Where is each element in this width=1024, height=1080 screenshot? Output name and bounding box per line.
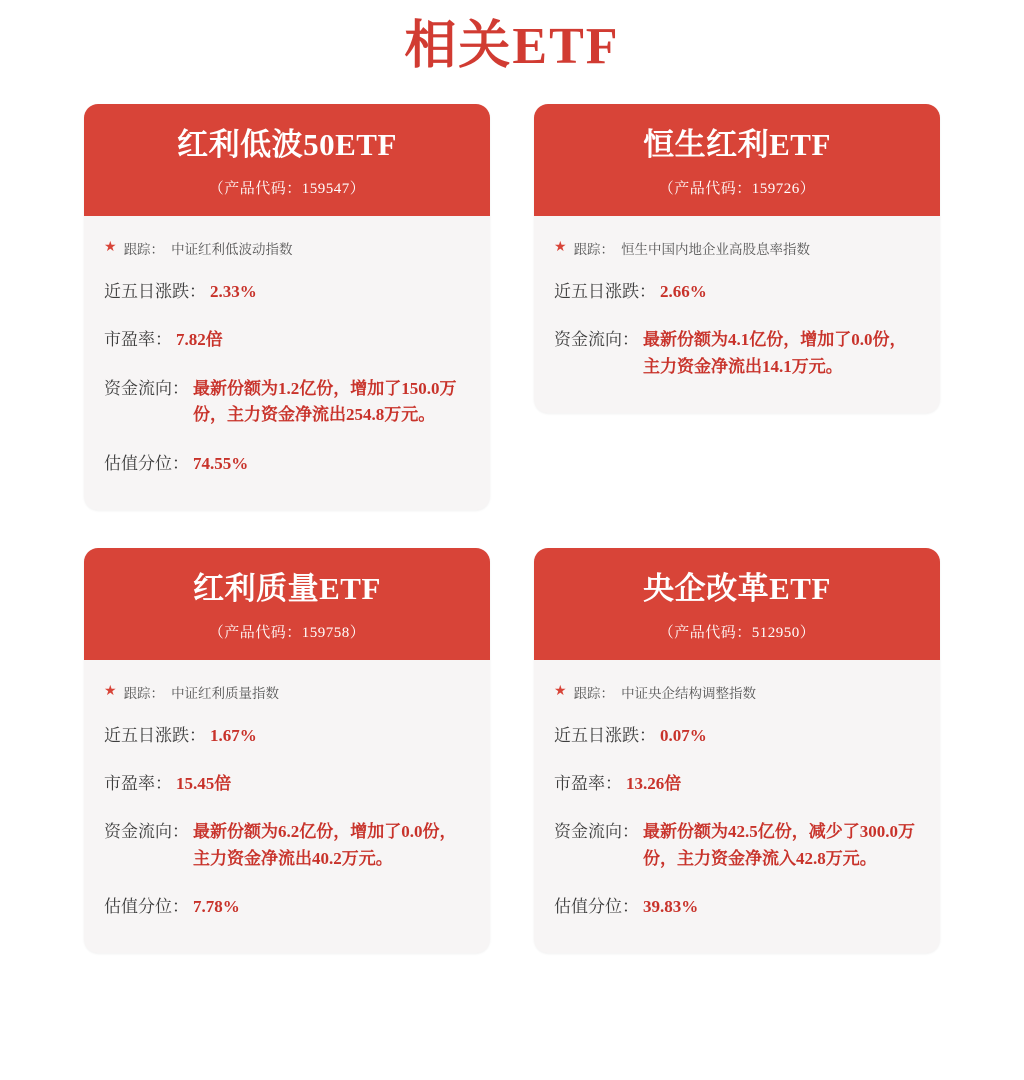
metric-value: 74.55% bbox=[193, 453, 249, 473]
etf-code: （产品代码：512950） bbox=[658, 624, 816, 641]
metric-value: 0.07% bbox=[660, 725, 707, 745]
metric-value: 15.45倍 bbox=[176, 773, 232, 793]
track-label: 跟踪： bbox=[573, 242, 615, 258]
metric-label: 近五日涨跌： bbox=[104, 282, 206, 302]
etf-card[interactable] bbox=[534, 548, 940, 953]
metric-five-day bbox=[104, 268, 470, 316]
metric-value: 最新份额为1.2亿份，增加了150.0万份，主力资金净流出254.8万元。 bbox=[193, 378, 457, 425]
metric-value: 1.67% bbox=[210, 725, 257, 745]
metric-valuation bbox=[554, 883, 920, 931]
etf-card-header bbox=[84, 548, 490, 660]
metric-label: 市盈率： bbox=[104, 330, 172, 350]
etf-card[interactable] bbox=[84, 548, 490, 953]
metric-label: 市盈率： bbox=[554, 773, 622, 793]
etf-code: （产品代码：159726） bbox=[658, 181, 816, 198]
star-icon: ★ bbox=[104, 240, 117, 256]
star-icon: ★ bbox=[554, 240, 567, 256]
track-label: 跟踪： bbox=[123, 685, 165, 701]
etf-name: 红利低波50ETF bbox=[177, 127, 397, 163]
metric-label: 估值分位： bbox=[104, 453, 189, 473]
etf-card-grid bbox=[84, 104, 940, 953]
etf-card-body bbox=[84, 216, 490, 510]
track-label: 跟踪： bbox=[123, 242, 165, 258]
metric-value: 2.33% bbox=[210, 282, 257, 302]
metric-label: 资金流向： bbox=[104, 822, 189, 842]
metric-label: 近五日涨跌： bbox=[104, 725, 206, 745]
metric-valuation bbox=[104, 883, 470, 931]
page-title: 相关ETF bbox=[404, 18, 620, 75]
track-value: 中证红利低波动指数 bbox=[171, 242, 293, 258]
metric-value: 最新份额为4.1亿份，增加了0.0份，主力资金净流出14.1万元。 bbox=[643, 330, 907, 376]
metric-value: 最新份额为42.5亿份，减少了300.0万份，主力资金净流入42.8万元。 bbox=[643, 822, 915, 868]
star-icon: ★ bbox=[554, 683, 567, 699]
etf-card-body bbox=[534, 660, 940, 954]
metric-label: 资金流向： bbox=[554, 822, 639, 842]
etf-track-row bbox=[554, 232, 920, 268]
metric-pe bbox=[554, 760, 920, 808]
etf-track-row bbox=[104, 676, 470, 712]
metric-label: 估值分位： bbox=[104, 896, 189, 916]
metric-five-day bbox=[554, 712, 920, 760]
etf-card-body bbox=[84, 660, 490, 954]
metric-value: 2.66% bbox=[660, 282, 707, 302]
etf-name: 红利质量ETF bbox=[193, 570, 381, 606]
etf-code: （产品代码：159758） bbox=[208, 624, 366, 641]
metric-flow bbox=[554, 316, 920, 391]
track-value: 中证红利质量指数 bbox=[171, 685, 280, 701]
etf-card-header bbox=[84, 104, 490, 216]
etf-card-body bbox=[534, 216, 940, 413]
metric-flow bbox=[554, 808, 920, 883]
metric-value: 39.83% bbox=[643, 896, 699, 916]
metric-value: 7.78% bbox=[193, 896, 240, 916]
metric-label: 近五日涨跌： bbox=[554, 725, 656, 745]
etf-track-row bbox=[104, 232, 470, 268]
metric-flow bbox=[104, 365, 470, 440]
etf-code: （产品代码：159547） bbox=[208, 181, 366, 198]
metric-value: 13.26倍 bbox=[626, 773, 682, 793]
metric-flow bbox=[104, 808, 470, 883]
metric-label: 资金流向： bbox=[554, 330, 639, 350]
etf-card-header bbox=[534, 548, 940, 660]
etf-name: 恒生红利ETF bbox=[643, 127, 831, 163]
metric-pe bbox=[104, 316, 470, 364]
metric-label: 资金流向： bbox=[104, 378, 189, 398]
metric-valuation bbox=[104, 440, 470, 488]
track-value: 恒生中国内地企业高股息率指数 bbox=[621, 242, 811, 258]
metric-label: 近五日涨跌： bbox=[554, 282, 656, 302]
etf-card-header bbox=[534, 104, 940, 216]
etf-card[interactable] bbox=[84, 104, 490, 509]
metric-five-day bbox=[554, 268, 920, 316]
metric-value: 7.82倍 bbox=[176, 330, 223, 350]
track-value: 中证央企结构调整指数 bbox=[621, 685, 757, 701]
metric-label: 估值分位： bbox=[554, 896, 639, 916]
etf-name: 央企改革ETF bbox=[643, 570, 831, 606]
etf-card[interactable] bbox=[534, 104, 940, 413]
metric-value: 最新份额为6.2亿份，增加了0.0份，主力资金净流出40.2万元。 bbox=[193, 822, 457, 868]
metric-five-day bbox=[104, 712, 470, 760]
metric-pe bbox=[104, 760, 470, 808]
metric-label: 市盈率： bbox=[104, 773, 172, 793]
star-icon: ★ bbox=[104, 683, 117, 699]
track-label: 跟踪： bbox=[573, 685, 615, 701]
etf-track-row bbox=[554, 676, 920, 712]
